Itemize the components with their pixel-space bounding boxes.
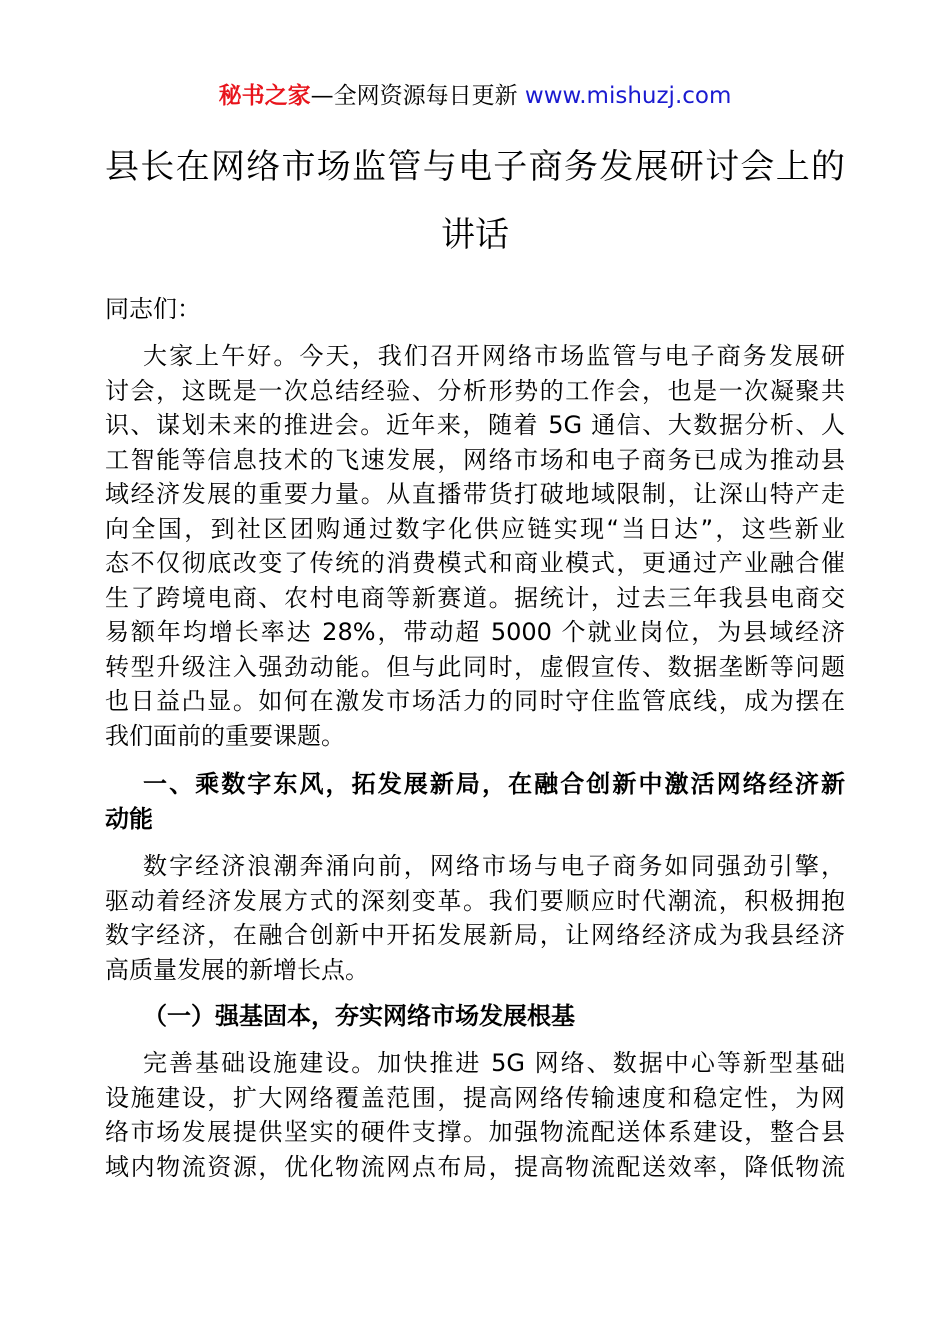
paragraph-line: 域经济发展的重要力量。从直播带货打破地域限制，让深山特产走: [105, 480, 845, 508]
paragraph-section-1: [105, 849, 845, 987]
paragraph-line: 也日益凸显。如何在激发市场活力的同时守住监管底线，成为摆在: [105, 687, 845, 715]
paragraph-line: 数字经济，在融合创新中开拓发展新局，让网络经济成为我县经济: [105, 921, 845, 949]
brand-name: 秘书之家: [218, 83, 311, 109]
paragraph-line: 数字经济浪潮奔涌向前，网络市场与电子商务如同强劲引擎，: [143, 852, 845, 880]
salutation: 同志们：: [105, 295, 201, 323]
paragraph-line: 讨会，这既是一次总结经验、分析形势的工作会，也是一次凝聚共: [105, 376, 845, 405]
banner-tagline: —全网资源每日更新: [310, 83, 525, 109]
heading-line: （一）强基固本，夯实网络市场发展根基: [143, 1002, 575, 1030]
paragraph-intro: [105, 339, 845, 753]
document-title-line-1: 县长在网络市场监管与电子商务发展研讨会上的: [105, 147, 845, 187]
paragraph-subsection-1: [105, 1046, 845, 1184]
heading-line: 一、乘数字东风，拓发展新局，在融合创新中激活网络经济新: [143, 770, 845, 798]
paragraph-line: 我们面前的重要课题。: [105, 721, 345, 750]
paragraph-line: 态不仅彻底改变了传统的消费模式和商业模式，更通过产业融合催: [105, 549, 845, 577]
site-url-link[interactable]: www.mishuzj.com: [524, 83, 732, 109]
heading-line: 动能: [105, 804, 153, 833]
paragraph-line: 络市场发展提供坚实的硬件支撑。加强物流配送体系建设，整合县: [105, 1118, 845, 1146]
paragraph-line: 高质量发展的新增长点。: [105, 955, 369, 984]
paragraph-line: 设施建设，扩大网络覆盖范围，提高网络传输速度和稳定性，为网: [105, 1083, 845, 1112]
paragraph-line: 完善基础设施建设。加快推进 5G 网络、数据中心等新型基础: [143, 1049, 845, 1077]
subsection-heading-1: [105, 999, 845, 1034]
paragraph-line: 向全国，到社区团购通过数字化供应链实现“当日达”，这些新业: [105, 514, 845, 543]
paragraph-line: 大家上午好。今天，我们召开网络市场监管与电子商务发展研: [143, 342, 845, 370]
paragraph-line: 识、谋划未来的推进会。近年来，随着 5G 通信、大数据分析、人: [105, 411, 845, 439]
site-banner: [0, 80, 950, 112]
paragraph-line: 域内物流资源，优化物流网点布局，提高物流配送效率，降低物流: [105, 1152, 845, 1181]
salutation-block: [105, 292, 845, 327]
document-title-line-2: 讲话: [441, 215, 509, 255]
section-heading-1: [105, 767, 845, 836]
paragraph-line: 易额年均增长率达 28%，带动超 5000 个就业岗位，为县域经济: [105, 618, 845, 646]
paragraph-line: 驱动着经济发展方式的深刻变革。我们要顺应时代潮流，积极拥抱: [105, 886, 845, 915]
paragraph-line: 转型升级注入强劲动能。但与此同时，虚假宣传、数据垄断等问题: [105, 652, 845, 681]
paragraph-line: 工智能等信息技术的飞速发展，网络市场和电子商务已成为推动县: [105, 445, 845, 474]
paragraph-line: 生了跨境电商、农村电商等新赛道。据统计，过去三年我县电商交: [105, 583, 845, 612]
